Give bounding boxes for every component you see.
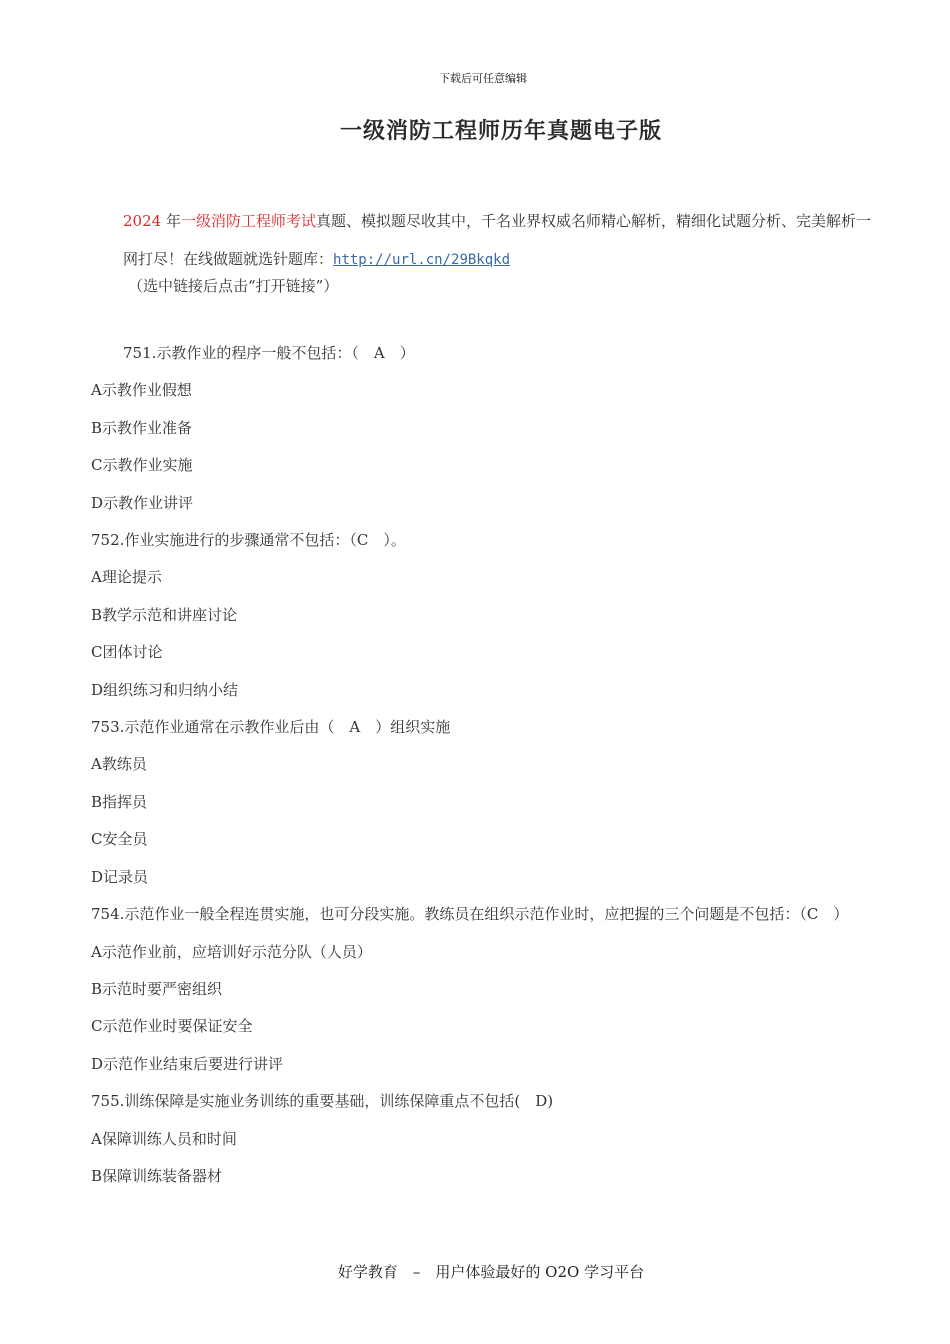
question-stem: 752.作业实施进行的步骤通常不包括：（C ）。 bbox=[91, 531, 406, 550]
question-bank-link[interactable]: http://url.cn/29Bkqkd bbox=[333, 252, 511, 268]
option-b: B教学示范和讲座讨论 bbox=[91, 605, 238, 624]
option-a: A示范作业前，应培训好示范分队（人员） bbox=[91, 942, 372, 961]
exam-name-link[interactable]: 一级消防工程师考试 bbox=[180, 212, 316, 230]
option-d: D示教作业讲评 bbox=[91, 493, 194, 512]
option-c: C示范作业时要保证安全 bbox=[91, 1017, 253, 1036]
option-a: A教练员 bbox=[91, 755, 147, 774]
option-d: D组织练习和归纳小结 bbox=[91, 680, 239, 699]
option-d: D记录员 bbox=[91, 867, 149, 886]
link-hint: （选中链接后点击“打开链接”） bbox=[128, 277, 339, 295]
option-a: A理论提示 bbox=[91, 568, 162, 587]
header-note: 下载后可任意编辑 bbox=[439, 72, 527, 85]
question-stem: 753.示范作业通常在示教作业后由（ A ）组织实施 bbox=[91, 718, 451, 737]
question-stem: 755.训练保障是实施业务训练的重要基础，训练保障重点不包括( D) bbox=[91, 1092, 554, 1111]
option-b: B示教作业准备 bbox=[91, 418, 193, 437]
intro-year: 2024 bbox=[123, 212, 162, 230]
document-title: 一级消防工程师历年真题电子版 bbox=[339, 119, 662, 144]
option-d: D示范作业结束后要进行讲评 bbox=[91, 1054, 284, 1073]
option-b: B保障训练装备器材 bbox=[91, 1166, 223, 1185]
option-c: C团体讨论 bbox=[91, 643, 163, 662]
intro-text: 真题、模拟题尽收其中，千名业界权威名师精心解析，精细化试题分析、完美解析一网打尽！在线做题就选针题库： bbox=[123, 212, 871, 268]
option-b: B示范时要严密组织 bbox=[91, 979, 223, 998]
question-stem: 751.示教作业的程序一般不包括：（ A ） bbox=[123, 344, 415, 362]
option-a: A示教作业假想 bbox=[91, 381, 192, 400]
intro-year-suffix: 年 bbox=[161, 212, 181, 230]
option-b: B指挥员 bbox=[91, 792, 148, 811]
option-c: C安全员 bbox=[91, 830, 148, 849]
option-a: A保障训练人员和时间 bbox=[91, 1129, 237, 1148]
question-list bbox=[91, 335, 881, 1195]
question-stem: 754.示范作业一般全程连贯实施，也可分段实施。教练员在组织示范作业时，应把握的三个问题是不包括：（C ） bbox=[91, 905, 849, 924]
option-c: C示教作业实施 bbox=[91, 456, 193, 475]
page-footer: 好学教育 – 用户体验最好的 O2O 学习平台 bbox=[337, 1263, 645, 1281]
intro-paragraph bbox=[91, 202, 881, 279]
